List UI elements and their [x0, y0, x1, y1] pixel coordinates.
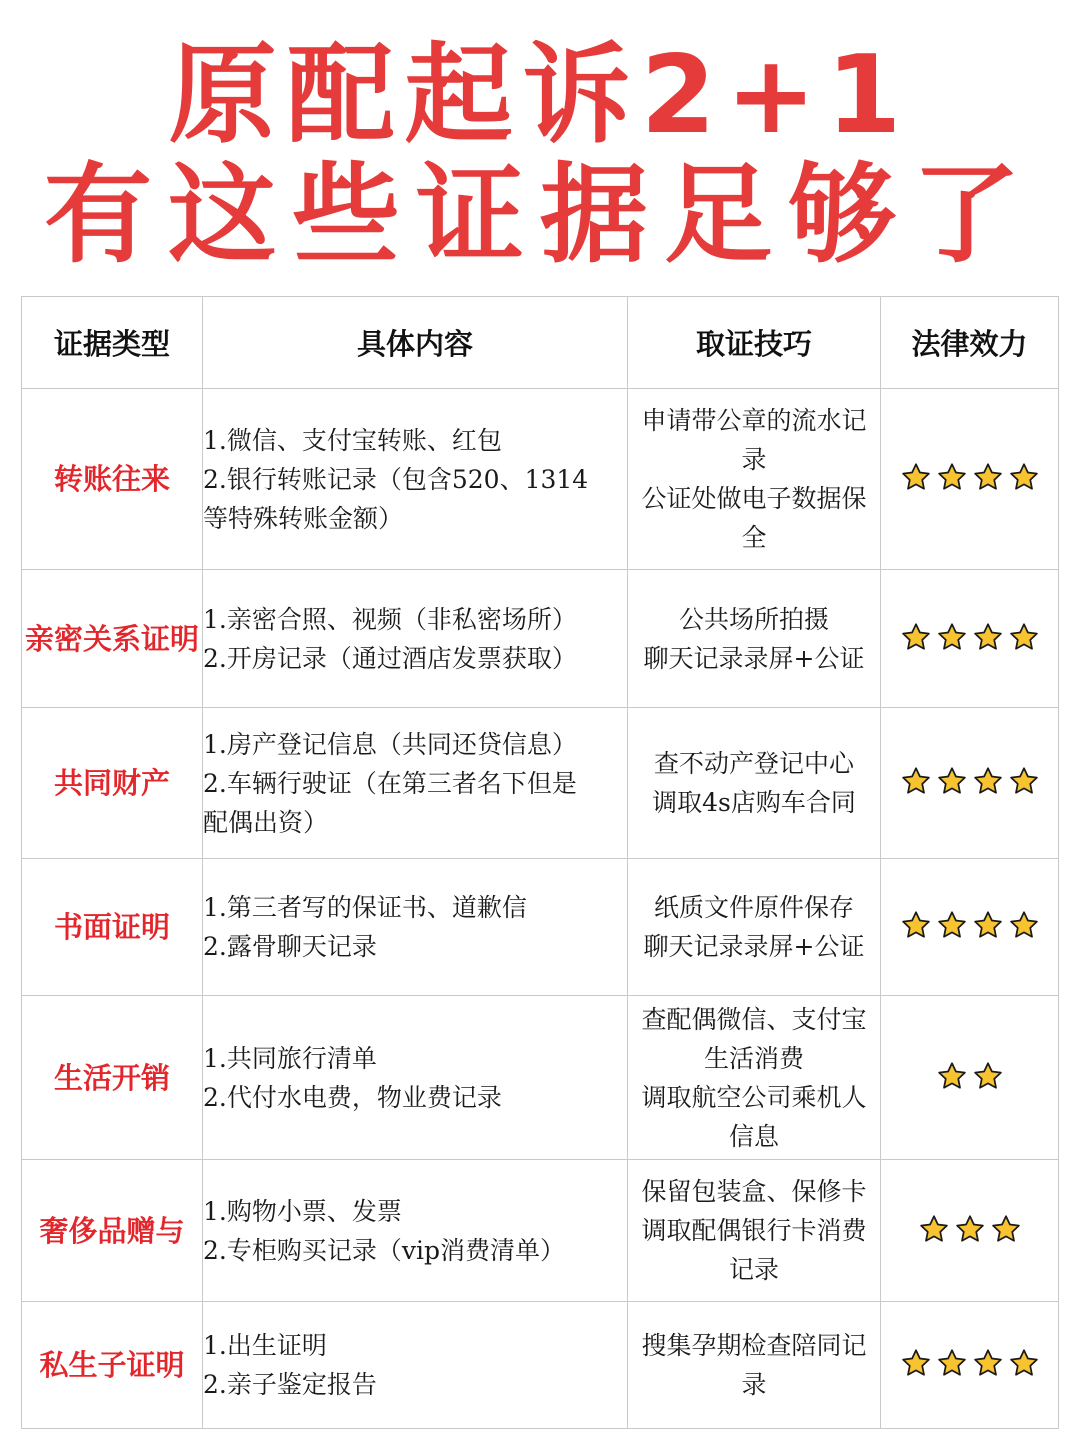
tips-line: 申请带公章的流水记: [641, 406, 867, 435]
collection-tips-cell: [628, 570, 881, 708]
table-row: [22, 708, 1059, 859]
tips-line: 录: [741, 1370, 767, 1399]
content-line: 1.房产登记信息（共同还贷信息）: [203, 729, 577, 759]
star-icon: [973, 622, 1003, 652]
collection-tips-cell: [628, 1160, 881, 1302]
tips-line: 纸质文件原件保存: [653, 893, 854, 922]
content-line: 2.银行转账记录（包含520、1314: [203, 464, 589, 494]
collection-tips-cell: [628, 708, 881, 859]
star-icon: [973, 1348, 1003, 1378]
tips-line: 公共场所拍摄: [678, 604, 829, 634]
tips-line: 调取4s店购车合同: [652, 788, 856, 817]
star-icon: [937, 766, 967, 796]
header-collection-tips: 取证技巧: [628, 297, 881, 389]
evidence-type-cell: 私生子证明: [22, 1302, 203, 1429]
star-icon: [973, 1061, 1003, 1091]
star-icon: [973, 910, 1003, 940]
collection-tips-cell: [628, 859, 881, 996]
content-line: 1.购物小票、发票: [203, 1196, 402, 1226]
legal-effect-rating: [881, 1302, 1059, 1429]
star-icon: [1009, 1348, 1039, 1378]
content-cell: [203, 389, 628, 570]
star-icon: [937, 1061, 967, 1091]
evidence-type-cell: 生活开销: [22, 996, 203, 1160]
table-row: [22, 1302, 1059, 1429]
content-line: 1.亲密合照、视频（非私密场所）: [203, 604, 577, 634]
content-line: 1.出生证明: [203, 1331, 327, 1360]
content-cell: [203, 570, 628, 708]
content-cell: [203, 996, 628, 1160]
content-line: 2.露骨聊天记录: [203, 932, 377, 961]
star-icon: [901, 622, 931, 652]
tips-line: 调取配偶银行卡消费: [641, 1216, 867, 1245]
tips-line: 搜集孕期检查陪同记: [641, 1331, 867, 1360]
legal-effect-rating: [881, 996, 1059, 1160]
content-line: 1.微信、支付宝转账、红包: [203, 425, 502, 455]
tips-line: 记录: [728, 1255, 779, 1284]
star-icon: [955, 1214, 985, 1244]
content-line: 2.代付水电费，物业费记录: [203, 1082, 502, 1112]
evidence-type-cell: 书面证明: [22, 859, 203, 996]
content-line: 配偶出资）: [203, 807, 329, 837]
content-cell: [203, 859, 628, 996]
tips-line: 查不动产登记中心: [653, 749, 854, 778]
tips-line: 调取航空公司乘机人: [641, 1082, 867, 1112]
content-line: 2.专柜购买记录（vip消费清单）: [203, 1235, 565, 1265]
content-line: 2.车辆行驶证（在第三者名下但是: [203, 768, 577, 798]
table-row: [22, 570, 1059, 708]
star-rating: [901, 622, 1039, 652]
star-icon: [991, 1214, 1021, 1244]
star-icon: [973, 766, 1003, 796]
table-row: [22, 859, 1059, 996]
collection-tips-cell: [628, 996, 881, 1160]
header-content: 具体内容: [203, 297, 628, 389]
content-line: 等特殊转账金额）: [203, 503, 404, 533]
star-rating: [901, 462, 1039, 492]
table-row: [22, 996, 1059, 1160]
tips-line: 全: [741, 523, 767, 552]
tips-line: 录: [741, 445, 767, 474]
tips-line: 公证处做电子数据保: [641, 484, 867, 513]
star-icon: [901, 766, 931, 796]
content-cell: [203, 708, 628, 859]
content-line: 2.亲子鉴定报告: [203, 1370, 377, 1399]
content-cell: [203, 1302, 628, 1429]
content-line: 1.共同旅行清单: [203, 1043, 377, 1073]
star-rating: [937, 1061, 1003, 1091]
star-rating: [901, 766, 1039, 796]
table-header-row: [22, 297, 1059, 389]
star-icon: [1009, 462, 1039, 492]
star-icon: [919, 1214, 949, 1244]
evidence-type-cell: 亲密关系证明: [22, 570, 203, 708]
page-title-line1: 原配起诉2+1: [168, 33, 912, 158]
content-cell: [203, 1160, 628, 1302]
legal-effect-rating: [881, 708, 1059, 859]
star-icon: [901, 910, 931, 940]
legal-effect-rating: [881, 859, 1059, 996]
star-icon: [937, 462, 967, 492]
content-line: 2.开房记录（通过酒店发票获取）: [203, 643, 577, 673]
star-rating: [919, 1214, 1021, 1244]
tips-line: 生活消费: [703, 1043, 804, 1073]
tips-line: 聊天记录录屏+公证: [643, 643, 865, 673]
star-rating: [901, 910, 1039, 940]
star-icon: [937, 622, 967, 652]
star-icon: [901, 462, 931, 492]
evidence-type-cell: 转账往来: [22, 389, 203, 570]
star-icon: [1009, 766, 1039, 796]
tips-line: 信息: [728, 1121, 779, 1151]
table-row: [22, 1160, 1059, 1302]
legal-effect-rating: [881, 1160, 1059, 1302]
content-line: 1.第三者写的保证书、道歉信: [203, 893, 527, 922]
star-icon: [973, 462, 1003, 492]
star-icon: [937, 910, 967, 940]
star-icon: [1009, 910, 1039, 940]
header-legal-effect: 法律效力: [881, 297, 1059, 389]
star-icon: [937, 1348, 967, 1378]
evidence-type-cell: 共同财产: [22, 708, 203, 859]
collection-tips-cell: [628, 389, 881, 570]
star-icon: [1009, 622, 1039, 652]
page-title-line2: 有这些证据足够了: [43, 153, 1036, 278]
star-rating: [901, 1348, 1039, 1378]
tips-line: 聊天记录录屏+公证: [643, 932, 865, 961]
collection-tips-cell: [628, 1302, 881, 1429]
tips-line: 保留包装盒、保修卡: [641, 1177, 867, 1206]
header-evidence-type: 证据类型: [22, 297, 203, 389]
evidence-type-cell: 奢侈品赠与: [22, 1160, 203, 1302]
legal-effect-rating: [881, 570, 1059, 708]
star-icon: [901, 1348, 931, 1378]
table-row: [22, 389, 1059, 570]
evidence-table: [21, 296, 1059, 1429]
tips-line: 查配偶微信、支付宝: [641, 1004, 867, 1034]
legal-effect-rating: [881, 389, 1059, 570]
